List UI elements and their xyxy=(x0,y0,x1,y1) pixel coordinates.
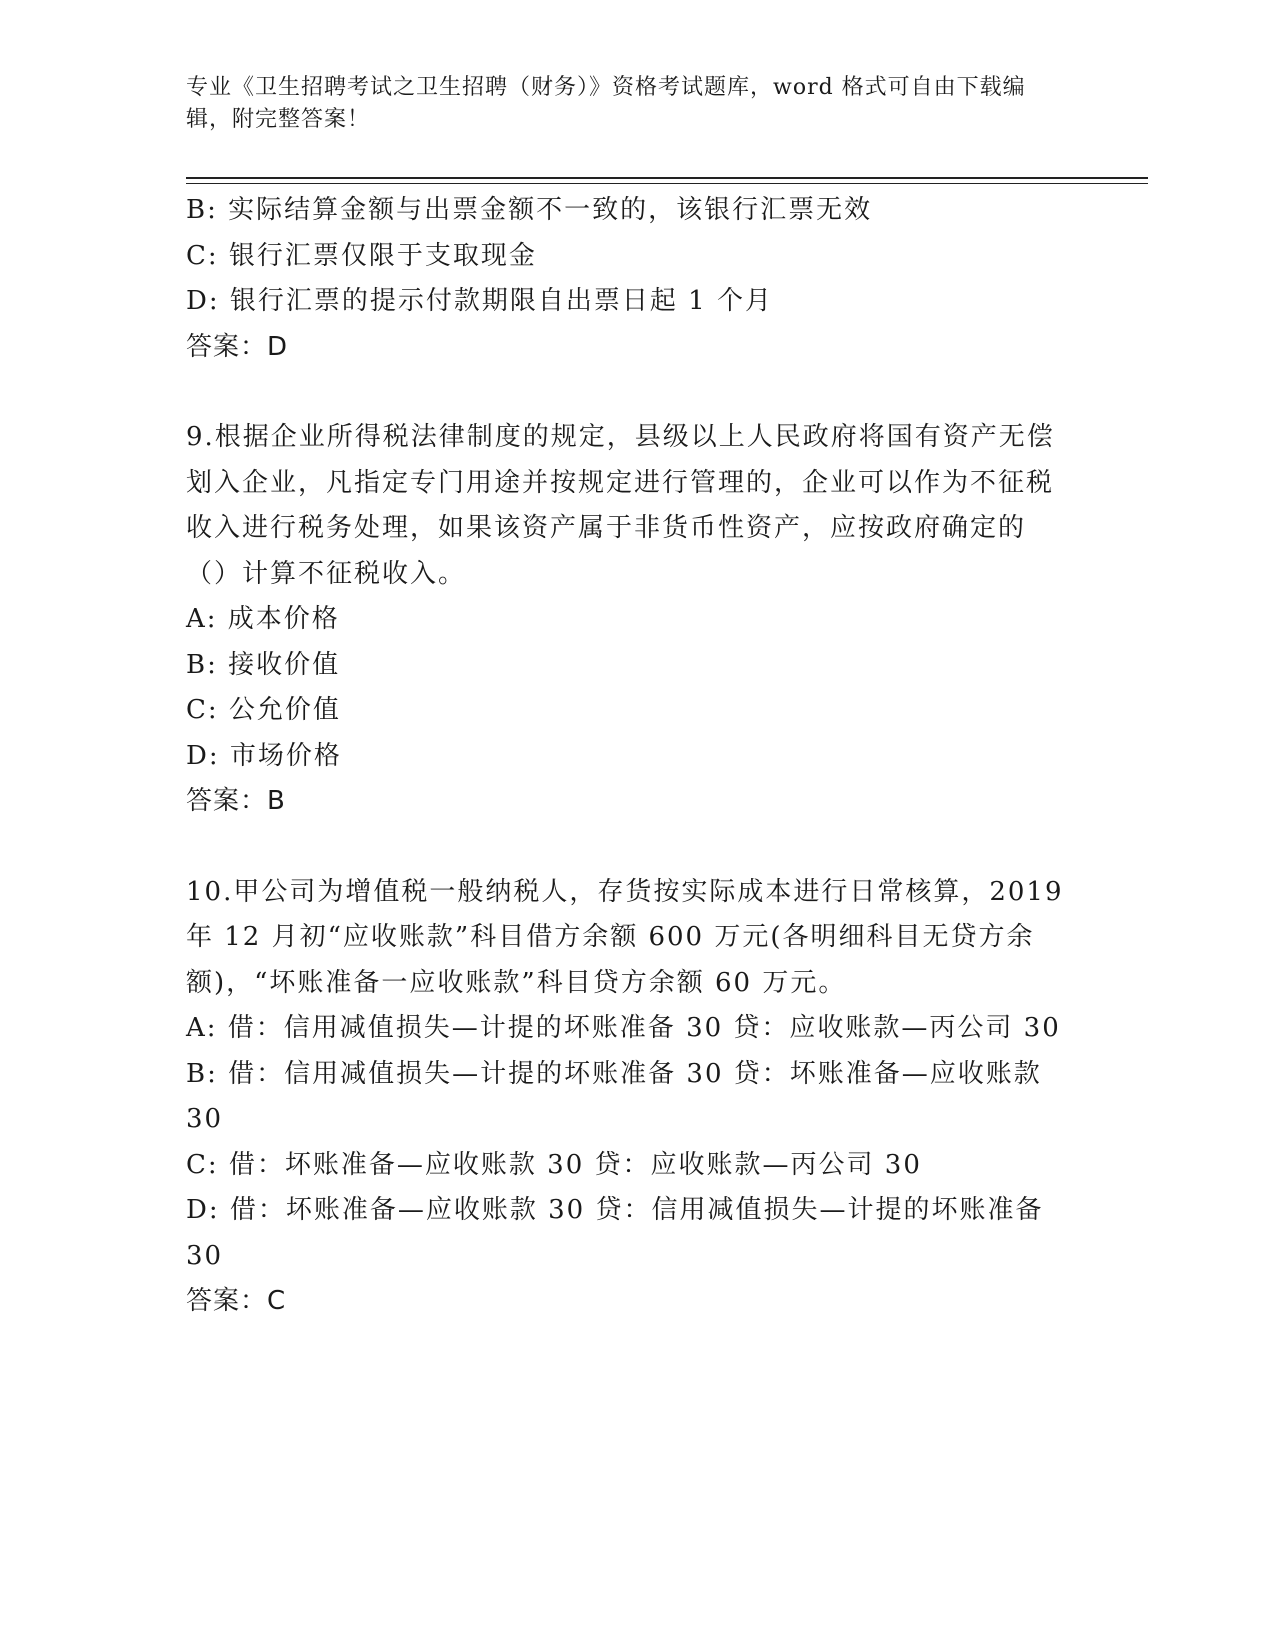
document-body xyxy=(186,188,1066,1325)
option-c: C: 银行汇票仅限于支取现金 xyxy=(186,240,537,271)
option-a: A: 借：信用减值损失—计提的坏账准备 30 贷：应收账款—丙公司 30 xyxy=(186,1013,1061,1043)
document-header: 专业《卫生招聘考试之卫生招聘（财务）》资格考试题库，word 格式可自由下载编辑，附完整答案！ xyxy=(186,75,1026,132)
question-10 xyxy=(186,870,1066,1325)
spacer xyxy=(186,825,1066,870)
answer-label: 答案：D xyxy=(186,331,289,362)
option-d: D: 银行汇票的提示付款期限自出票日起 1 个月 xyxy=(186,286,773,316)
option-b: B: 实际结算金额与出票金额不一致的，该银行汇票无效 xyxy=(186,195,873,225)
option-c: C: 公允价值 xyxy=(186,695,341,725)
question-text: 10.甲公司为增值税一般纳税人，存货按实际成本进行日常核算，2019 年 12 月初“应收账款”科目借方余额 600 万元(各明细科目无贷方余额)，“坏账准备一应收账款”科目贷方余额 60 万元。 xyxy=(186,876,1064,998)
question-9 xyxy=(186,415,1066,825)
question-text: 9.根据企业所得税法律制度的规定，县级以上人民政府将国有资产无偿划入企业，凡指定专门用途并按规定进行管理的，企业可以作为不征税收入进行税务处理，如果该资产属于非货币性资产，应按政府确定的（）计算不征税收入。 xyxy=(186,422,1055,589)
answer-label: 答案：B xyxy=(186,786,286,816)
option-d: D: 借：坏账准备—应收账款 30 贷：信用减值损失—计提的坏账准备 30 xyxy=(186,1195,1044,1271)
option-c: C: 借：坏账准备—应收账款 30 贷：应收账款—丙公司 30 xyxy=(186,1149,922,1180)
option-a: A: 成本价格 xyxy=(186,604,340,634)
option-b: B: 接收价值 xyxy=(186,649,341,680)
header-divider-thin xyxy=(186,183,1148,184)
prev-question-block xyxy=(186,188,1066,370)
option-b: B: 借：信用减值损失—计提的坏账准备 30 贷：坏账准备—应收账款 30 xyxy=(186,1058,1042,1134)
header-divider xyxy=(186,177,1148,179)
option-d: D: 市场价格 xyxy=(186,740,342,771)
answer-label: 答案：C xyxy=(186,1286,287,1316)
spacer xyxy=(186,370,1066,415)
